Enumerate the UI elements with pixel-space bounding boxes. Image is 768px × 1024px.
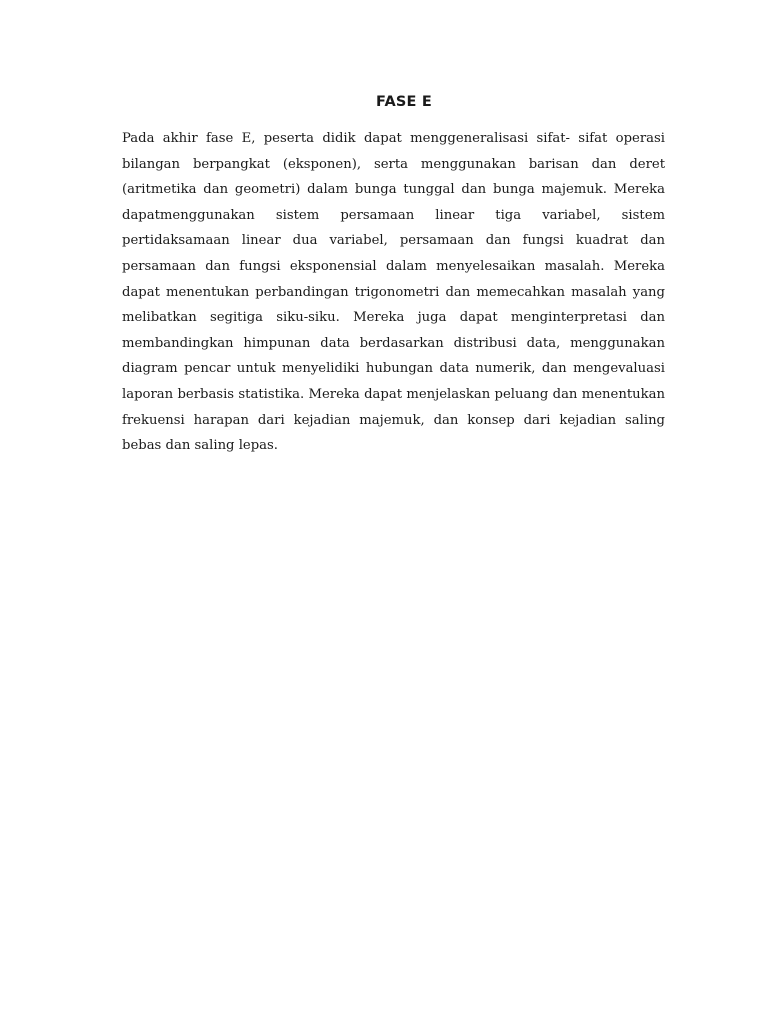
body-paragraph: Pada akhir fase E, peserta didik dapat menggeneralisasi sifat- sifat operasi bilangan berpangkat (eksponen), serta menggunakan barisan dan deret (aritmetika dan geometri) dalam bunga tunggal dan bunga majemuk. Mereka dapatmenggunakan sistem persamaan linear tiga variabel, sistem pertidaksamaan linear dua variabel, persamaan dan fungsi kuadrat dan persamaan dan fungsi eksponensial dalam menyelesaikan masalah. Mereka dapat menentukan perbandingan trigonometri dan memecahkan masalah yang melibatkan segitiga siku-siku. Mereka juga dapat menginterpretasi dan membandingkan himpunan data berdasarkan distribusi data, menggunakan diagram pencar untuk menyelidiki hubungan data numerik, dan mengevaluasi laporan berbasis statistika. Mereka dapat menjelaskan peluang dan menentukan frekuensi harapan dari kejadian majemuk, dan konsep dari kejadian saling bebas dan saling lepas. xyxy=(122,131,665,454)
page-title: FASE E xyxy=(376,94,432,110)
